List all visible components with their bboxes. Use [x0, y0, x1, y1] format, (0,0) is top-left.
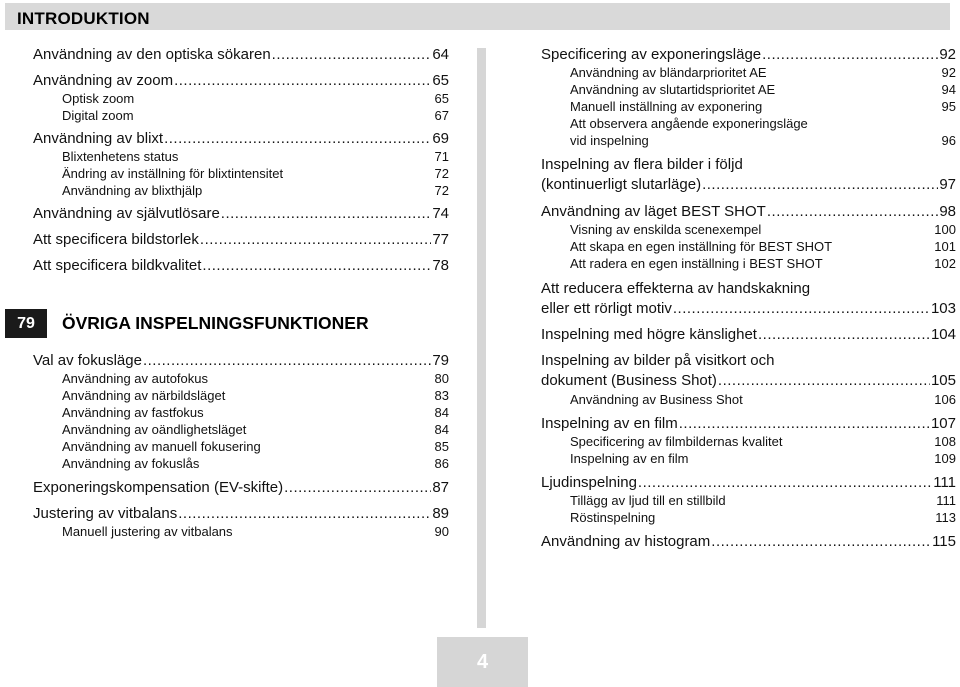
toc-entry-label-line1: Att reducera effekterna av handskakning	[541, 280, 811, 297]
toc-entry-label: Användning av den optiska sökaren	[33, 46, 271, 63]
toc-subentry-page: 72	[434, 166, 449, 181]
toc-entry	[33, 130, 449, 148]
toc-subentry-page: 111	[936, 493, 956, 508]
toc-subentry-page: 84	[434, 405, 449, 420]
toc-subentry	[541, 238, 956, 255]
toc-entry-label: Användning av självutlösare	[33, 205, 220, 222]
toc-entry	[541, 415, 956, 433]
toc-subentry-page: 71	[434, 149, 449, 164]
toc-entry	[541, 279, 956, 319]
dot-leader	[679, 415, 930, 433]
toc-entry	[541, 203, 956, 221]
toc-entry-page: 69	[432, 130, 449, 147]
toc-subentry-page: 102	[934, 256, 956, 271]
toc-subentry	[541, 81, 956, 98]
toc-subentry	[33, 523, 449, 540]
toc-subentry-label: Specificering av filmbildernas kvalitet	[570, 434, 783, 449]
toc-subentry-label: Visning av enskilda scenexempel	[570, 222, 762, 237]
toc-subentry-label: Att radera en egen inställning i BEST SHOT	[570, 256, 823, 271]
toc-entry-label-line2: dokument (Business Shot)	[541, 372, 717, 389]
toc-entry-page: 65	[432, 72, 449, 89]
toc-left-bottom	[33, 352, 449, 540]
dot-leader	[673, 299, 930, 319]
toc-entry	[33, 479, 449, 497]
column-divider	[477, 48, 486, 628]
toc-entry-page: 92	[939, 46, 956, 63]
toc-subentry-page: 106	[934, 392, 956, 407]
toc-entry	[541, 155, 956, 195]
toc-entry-label-line1: Inspelning av flera bilder i följd	[541, 156, 743, 173]
toc-entry	[33, 46, 449, 64]
toc-subentry-page: 90	[434, 524, 449, 539]
toc-entry-label: Användning av blixt	[33, 130, 164, 147]
toc-entry-page: 111	[933, 474, 956, 491]
toc-subentry-label: Röstinspelning	[570, 510, 656, 525]
toc-subentry-label: Användning av Business Shot	[570, 392, 743, 407]
dot-leader	[143, 352, 431, 370]
toc-subentry	[33, 387, 449, 404]
toc-subentry	[33, 107, 449, 124]
toc-subentry-page: 67	[434, 108, 449, 123]
toc-subentry-label: Användning av fokuslås	[62, 456, 200, 471]
toc-subentry-label: Att skapa en egen inställning för BEST SHOT	[570, 239, 833, 254]
dot-leader	[174, 72, 431, 90]
toc-subentry-page: 80	[434, 371, 449, 386]
toc-entry-label: Specificering av exponeringsläge	[541, 46, 762, 63]
section-title: INTRODUKTION	[17, 9, 150, 28]
toc-subentry-line1	[541, 115, 956, 132]
toc-subentry-page: 86	[434, 456, 449, 471]
toc-entry	[541, 533, 956, 551]
toc-entry-label: Användning av histogram	[541, 533, 711, 550]
toc-subentry	[541, 433, 956, 450]
toc-subentry-page: 83	[434, 388, 449, 403]
toc-subentry-page: 94	[941, 82, 956, 97]
toc-entry	[33, 205, 449, 223]
toc-entry	[541, 474, 956, 492]
toc-subentry	[33, 182, 449, 199]
toc-entry-label: Användning av zoom	[33, 72, 174, 89]
toc-entry	[33, 72, 449, 90]
toc-entry-label: Inspelning av en film	[541, 415, 678, 432]
toc-subentry-label: Tillägg av ljud till en stillbild	[570, 493, 726, 508]
dot-leader	[202, 257, 431, 275]
toc-subentry-label: Användning av blixthjälp	[62, 183, 203, 198]
toc-subentry-page: 84	[434, 422, 449, 437]
toc-entry-label: Att specificera bildstorlek	[33, 231, 199, 248]
toc-entry-page: 74	[432, 205, 449, 222]
toc-left-top	[33, 46, 449, 275]
toc-entry-label: Ljudinspelning	[541, 474, 637, 491]
toc-entry-label: Användning av läget BEST SHOT	[541, 203, 766, 220]
toc-entry-label: Inspelning med högre känslighet	[541, 326, 757, 343]
toc-entry-page: 115	[932, 533, 956, 550]
dot-leader	[638, 474, 932, 492]
toc-subentry-page: 95	[941, 99, 956, 114]
toc-subentry-label: Manuell justering av vitbalans	[62, 524, 233, 539]
toc-subentry-label: Optisk zoom	[62, 91, 135, 106]
dot-leader	[221, 205, 432, 223]
toc-entry-page: 64	[432, 46, 449, 63]
dot-leader	[718, 371, 930, 391]
toc-entry-page: 77	[432, 231, 449, 248]
toc-subentry-label: Användning av slutartidsprioritet AE	[570, 82, 776, 97]
toc-subentry-page: 65	[434, 91, 449, 106]
dot-leader	[758, 326, 930, 344]
toc-subentry	[541, 255, 956, 272]
toc-entry-page: 97	[939, 176, 956, 193]
toc-entry	[33, 231, 449, 249]
toc-entry-page: 98	[939, 203, 956, 220]
toc-subentry-label-cont: vid inspelning	[570, 133, 649, 148]
dot-leader	[178, 505, 431, 523]
chapter-number-badge: 79	[5, 309, 47, 338]
toc-subentry-line2	[541, 132, 956, 149]
dot-leader	[200, 231, 431, 249]
toc-subentry	[33, 148, 449, 165]
toc-subentry	[33, 404, 449, 421]
toc-subentry-label: Att observera angående exponeringsläge	[570, 116, 808, 131]
toc-entry	[541, 326, 956, 344]
toc-entry-page: 78	[432, 257, 449, 274]
toc-subentry-page: 85	[434, 439, 449, 454]
toc-subentry-page: 101	[934, 239, 956, 254]
toc-entry-label-line1: Inspelning av bilder på visitkort och	[541, 352, 775, 369]
toc-entry	[33, 352, 449, 370]
dot-leader	[284, 479, 431, 497]
toc-subentry-label: Användning av närbildsläget	[62, 388, 226, 403]
toc-subentry	[33, 90, 449, 107]
toc-subentry	[541, 492, 956, 509]
toc-subentry	[33, 165, 449, 182]
toc-entry-label: Exponeringskompensation (EV-skifte)	[33, 479, 284, 496]
toc-subentry	[33, 455, 449, 472]
toc-subentry	[541, 64, 956, 81]
toc-subentry	[541, 221, 956, 238]
toc-entry-page: 107	[930, 415, 956, 432]
toc-entry-line2	[541, 299, 956, 319]
toc-entry-label-line2: (kontinuerligt slutarläge)	[541, 176, 702, 193]
toc-right	[541, 46, 956, 551]
dot-leader	[164, 130, 431, 148]
toc-subentry-label: Ändring av inställning för blixtintensitet	[62, 166, 284, 181]
dot-leader	[767, 203, 938, 221]
toc-subentry	[33, 438, 449, 455]
toc-subentry-label: Digital zoom	[62, 108, 134, 123]
toc-subentry	[33, 370, 449, 387]
toc-subentry	[33, 421, 449, 438]
toc-entry-label: Val av fokusläge	[33, 352, 142, 369]
toc-entry-line2	[541, 175, 956, 195]
dot-leader	[762, 46, 938, 64]
dot-leader	[702, 175, 938, 195]
toc-entry	[33, 505, 449, 523]
toc-entry-label-line2: eller ett rörligt motiv	[541, 300, 672, 317]
toc-subentry	[541, 115, 956, 149]
toc-entry-label: Att specificera bildkvalitet	[33, 257, 202, 274]
toc-subentry-page: 109	[934, 451, 956, 466]
toc-subentry-label: Användning av oändlighetsläget	[62, 422, 247, 437]
toc-subentry-label: Användning av autofokus	[62, 371, 208, 386]
toc-entry-label: Justering av vitbalans	[33, 505, 178, 522]
page-number: 4	[437, 637, 528, 687]
toc-subentry	[541, 391, 956, 408]
toc-entry	[33, 257, 449, 275]
toc-subentry	[541, 98, 956, 115]
toc-entry-page: 87	[432, 479, 449, 496]
toc-subentry-label: Användning av bländarprioritet AE	[570, 65, 767, 80]
toc-subentry-page: 108	[934, 434, 956, 449]
toc-entry-page: 105	[930, 372, 956, 389]
toc-subentry-label: Användning av manuell fokusering	[62, 439, 261, 454]
toc-subentry-page: 72	[434, 183, 449, 198]
toc-subentry-label: Inspelning av en film	[570, 451, 689, 466]
dot-leader	[272, 46, 432, 64]
toc-entry-page: 104	[930, 326, 956, 343]
toc-subentry-page: 92	[941, 65, 956, 80]
toc-entry-line2	[541, 371, 956, 391]
toc-subentry-page: 100	[934, 222, 956, 237]
chapter-title: ÖVRIGA INSPELNINGSFUNKTIONER	[62, 313, 369, 333]
toc-subentry-label: Användning av fastfokus	[62, 405, 204, 420]
section-header	[5, 3, 950, 30]
toc-subentry-label: Blixtenhetens status	[62, 149, 179, 164]
toc-entry-page: 79	[432, 352, 449, 369]
toc-entry-page: 103	[930, 300, 956, 317]
toc-entry-page: 89	[432, 505, 449, 522]
toc-subentry-page: 96	[941, 133, 956, 148]
dot-leader	[711, 533, 931, 551]
toc-subentry	[541, 509, 956, 526]
toc-entry	[541, 46, 956, 64]
toc-entry	[541, 351, 956, 391]
toc-subentry-page: 113	[935, 510, 956, 525]
toc-subentry	[541, 450, 956, 467]
toc-subentry-label: Manuell inställning av exponering	[570, 99, 763, 114]
